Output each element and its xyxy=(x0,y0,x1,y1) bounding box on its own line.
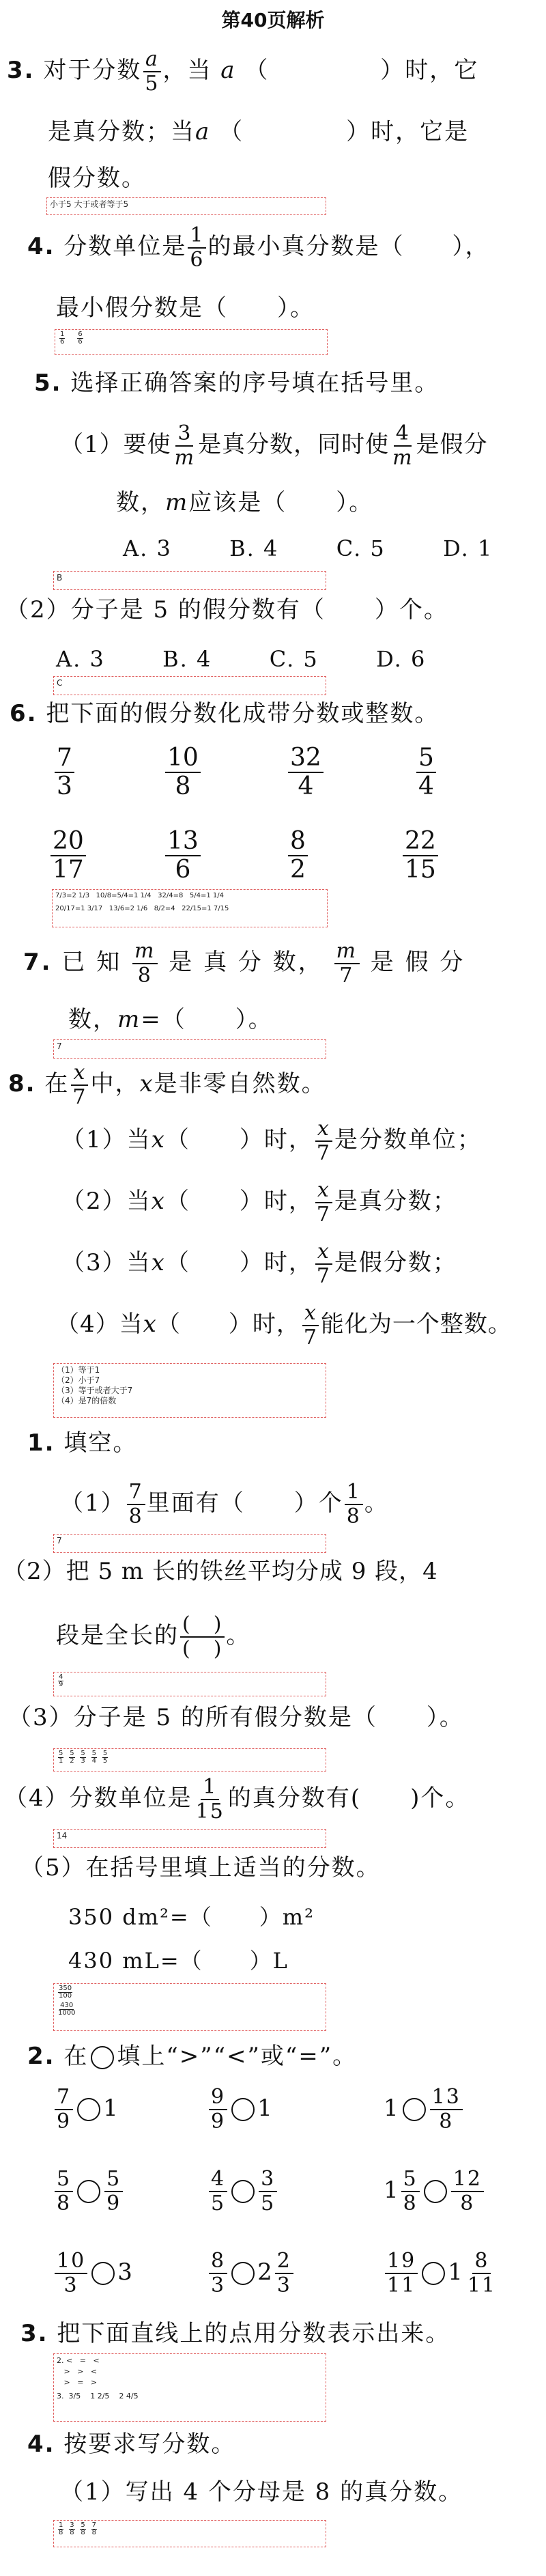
question-5-line1: 5. 选择正确答案的序号填在括号里。 xyxy=(34,369,440,397)
circle-blank[interactable] xyxy=(403,2098,426,2121)
answer-text: B xyxy=(57,573,63,583)
circle-blank[interactable] xyxy=(231,2262,255,2285)
section-1-part1: （1） $\frac{7}{8}$ 里面有（ ）个 $\frac{1}{8}$ 。 xyxy=(60,1480,389,1528)
circle-blank xyxy=(91,2046,114,2069)
answer-box: $\frac{5}{1}$ $\frac{5}{2}$ $\frac{5}{3}$ $\frac{5}{4}$ $\frac{5}{5}$ xyxy=(53,1748,326,1772)
fraction: $\frac{13}{6}$ xyxy=(165,829,201,882)
section-1-part5: （5）在括号里填上适当的分数。 xyxy=(20,1854,381,1881)
compare-item: $\frac{10}{3}$ 3 xyxy=(53,2251,134,2296)
question-4-line2: 最小假分数是（ ）。 xyxy=(56,294,315,322)
option-c[interactable]: C. 5 xyxy=(336,535,386,561)
fraction: $\frac{10}{8}$ xyxy=(165,746,201,799)
section-1-part5-line1: 350 dm²=（ ）m² xyxy=(68,1904,315,1930)
answer-text: （1）等于1 xyxy=(57,1365,100,1375)
answer-row: 7/3=2 1/3 10/8=5/4=1 1/4 32/4=8 5/4=1 1/4 xyxy=(55,892,225,899)
question-4-line1: 4. 分数单位是 $\frac{1}{6}$ 的最小真分数是（ ）， xyxy=(27,223,490,272)
compare-item: $\frac{8}{3}$ 2 $\frac{2}{3}$ xyxy=(207,2251,295,2296)
section-1-part5-line2: 430 mL=（ ）L xyxy=(68,1948,289,1974)
answer-box xyxy=(53,676,326,695)
question-7-line2: 数，m=（ ）。 xyxy=(68,1006,273,1033)
fraction: $\frac{1}{6}$ xyxy=(188,225,206,270)
section-1-part2: （2）把 5 m 长的铁丝平均分成 9 段，4 xyxy=(3,1558,438,1585)
answer-row: 20/17=1 3/17 13/6=2 1/6 8/2=4 22/15=1 7/15 xyxy=(55,905,229,912)
compare-item: $\frac{7}{9}$ 1 xyxy=(53,2087,119,2132)
circle-blank[interactable] xyxy=(424,2180,447,2203)
fraction-row-2 xyxy=(49,829,486,897)
fraction-row-1 xyxy=(53,746,476,814)
answer-text: （3）等于或者大于7 xyxy=(57,1386,133,1395)
section-1-part3: （3）分子是 5 的所有假分数是（ ）。 xyxy=(8,1704,464,1731)
question-8-item4: （4）当x（ ）时， $\frac{x}{7}$ 能化为一个整数。 xyxy=(56,1301,512,1349)
answer-text: 7 xyxy=(57,1041,62,1051)
section-1-heading: 1. 填空。 xyxy=(27,1429,138,1457)
question-5-part1: （1）要使 $\frac{3}{m}$ 是真分数，同时使 $\frac{4}{m}$ 是假分 xyxy=(60,421,488,470)
answer-box xyxy=(53,1363,326,1418)
question-number: 1. xyxy=(27,1429,55,1457)
circle-blank[interactable] xyxy=(231,2098,255,2121)
compare-item: $\frac{9}{9}$ 1 xyxy=(207,2087,274,2132)
section-2-heading: 2. 在 填上“>”“<”或“=”。 xyxy=(27,2043,358,2070)
answer-box xyxy=(53,571,326,590)
answer-box xyxy=(53,1829,326,1848)
answer-box: $\frac{1}{8}$ $\frac{3}{8}$ $\frac{5}{8}$ $\frac{7}{8}$ xyxy=(53,2520,326,2547)
question-5-part1-line2: 数，m应该是（ ）。 xyxy=(116,489,374,516)
answer-text: 14 xyxy=(57,1831,68,1840)
answer-box xyxy=(52,889,328,927)
answer-text: 7 xyxy=(57,1536,62,1545)
question-number: 3. xyxy=(7,57,35,84)
answer-box: $\frac{350}{100}$ $\frac{430}{1000}$ xyxy=(53,1983,326,2031)
fraction: $\frac{22}{15}$ xyxy=(403,829,438,882)
circle-blank[interactable] xyxy=(231,2180,255,2203)
circle-blank[interactable] xyxy=(422,2262,445,2285)
compare-item: $\frac{5}{8}$ $\frac{5}{9}$ xyxy=(53,2169,124,2214)
section-1-part2-line2: 段是全长的 $\frac{( )}{( )}$ 。 xyxy=(56,1612,251,1661)
option-d[interactable]: D. 6 xyxy=(376,646,427,672)
fraction: $\frac{a}{5}$ xyxy=(143,49,161,94)
compare-item: $\frac{4}{5}$ $\frac{3}{5}$ xyxy=(207,2169,278,2214)
question-3-line3: 假分数。 xyxy=(48,165,146,192)
question-number: 3. xyxy=(20,2320,48,2347)
circle-blank[interactable] xyxy=(77,2180,100,2203)
circle-blank[interactable] xyxy=(91,2262,115,2285)
question-3-line2: 是真分数；当a （ ）时，它是 xyxy=(48,118,470,145)
option-a[interactable]: A. 3 xyxy=(56,646,105,672)
question-3-line1: 3. 对于分数 $\frac{a}{5}$ ，当 a （ ）时，它 xyxy=(7,47,479,96)
answer-box xyxy=(53,1039,326,1059)
answer-box: $\frac{1}{6}$ $\frac{6}{6}$ xyxy=(55,329,328,355)
compare-item: $\frac{19}{11}$ 1 $\frac{8}{11}$ xyxy=(384,2251,500,2296)
section-4-part1: （1）写出 4 个分母是 8 的真分数。 xyxy=(60,2478,463,2506)
fraction: $\frac{20}{17}$ xyxy=(51,829,86,882)
fraction: $\frac{8}{2}$ xyxy=(288,829,308,882)
question-8-line1: 8. 在 $\frac{x}{7}$ 中，x是非零自然数。 xyxy=(8,1061,326,1109)
question-number: 2. xyxy=(27,2043,55,2070)
question-8-item1: （1）当x（ ）时， $\frac{x}{7}$ 是分数单位； xyxy=(61,1117,482,1165)
question-number: 6. xyxy=(10,700,38,727)
question-text: 对于分数 xyxy=(43,57,142,84)
answer-box: $\frac{4}{9}$ xyxy=(53,1672,326,1696)
question-number: 7. xyxy=(23,949,53,976)
answer-box xyxy=(53,2353,326,2422)
answer-text: （2）小于7 xyxy=(57,1375,100,1385)
question-number: 4. xyxy=(27,2431,55,2458)
compare-item: 1 $\frac{5}{8}$ $\frac{12}{8}$ xyxy=(384,2169,485,2214)
question-8-item3: （3）当x（ ）时， $\frac{x}{7}$ 是假分数； xyxy=(61,1240,457,1288)
option-b[interactable]: B. 4 xyxy=(162,646,212,672)
section-3-heading: 3. 把下面直线上的点用分数表示出来。 xyxy=(20,2320,450,2347)
question-number: 4. xyxy=(27,233,55,260)
answer-row: 3. 3/5 1 2/5 2 4/5 xyxy=(57,2392,139,2400)
answer-row: > = > xyxy=(57,2378,98,2387)
question-5-part1-options xyxy=(123,534,493,563)
answer-box xyxy=(46,197,326,215)
compare-item: 1 $\frac{13}{8}$ xyxy=(384,2087,464,2132)
comparison-grid xyxy=(53,2087,517,2340)
section-4-heading: 4. 按要求写分数。 xyxy=(27,2431,236,2458)
question-number: 8. xyxy=(8,1070,36,1097)
option-a[interactable]: A. 3 xyxy=(123,535,172,561)
answer-row: > > < xyxy=(57,2367,98,2376)
answer-text: （4）是7的倍数 xyxy=(57,1396,117,1405)
option-b[interactable]: B. 4 xyxy=(229,535,279,561)
answer-row: 2. < = < xyxy=(57,2356,100,2365)
fraction: $\frac{5}{4}$ xyxy=(416,746,436,799)
answer-text: 小于5 大于或者等于5 xyxy=(50,199,129,209)
question-8-item2: （2）当x（ ）时， $\frac{x}{7}$ 是真分数； xyxy=(61,1178,457,1227)
option-d[interactable]: D. 1 xyxy=(443,535,493,561)
question-6-line1: 6. 把下面的假分数化成带分数或整数。 xyxy=(10,700,440,727)
question-5-part2: （2）分子是 5 的假分数有（ ）个。 xyxy=(5,596,448,624)
page-title: 第40页解析 xyxy=(221,9,325,31)
question-7-line1: 7. 已 知 $\frac{m}{8}$ 是 真 分 数， $\frac{m}{7}$ 是 假 分 xyxy=(23,939,465,988)
fraction: $\frac{32}{4}$ xyxy=(288,746,324,799)
answer-text: C xyxy=(57,678,63,688)
section-1-part4: （4）分数单位是 $\frac{1}{15}$ 的真分数有( )个。 xyxy=(4,1775,470,1823)
fraction: $\frac{7}{3}$ xyxy=(55,746,74,799)
answer-box xyxy=(53,1534,326,1553)
question-5-part2-options xyxy=(56,645,426,673)
option-c[interactable]: C. 5 xyxy=(269,646,319,672)
question-number: 5. xyxy=(34,369,62,397)
circle-blank[interactable] xyxy=(77,2098,100,2121)
